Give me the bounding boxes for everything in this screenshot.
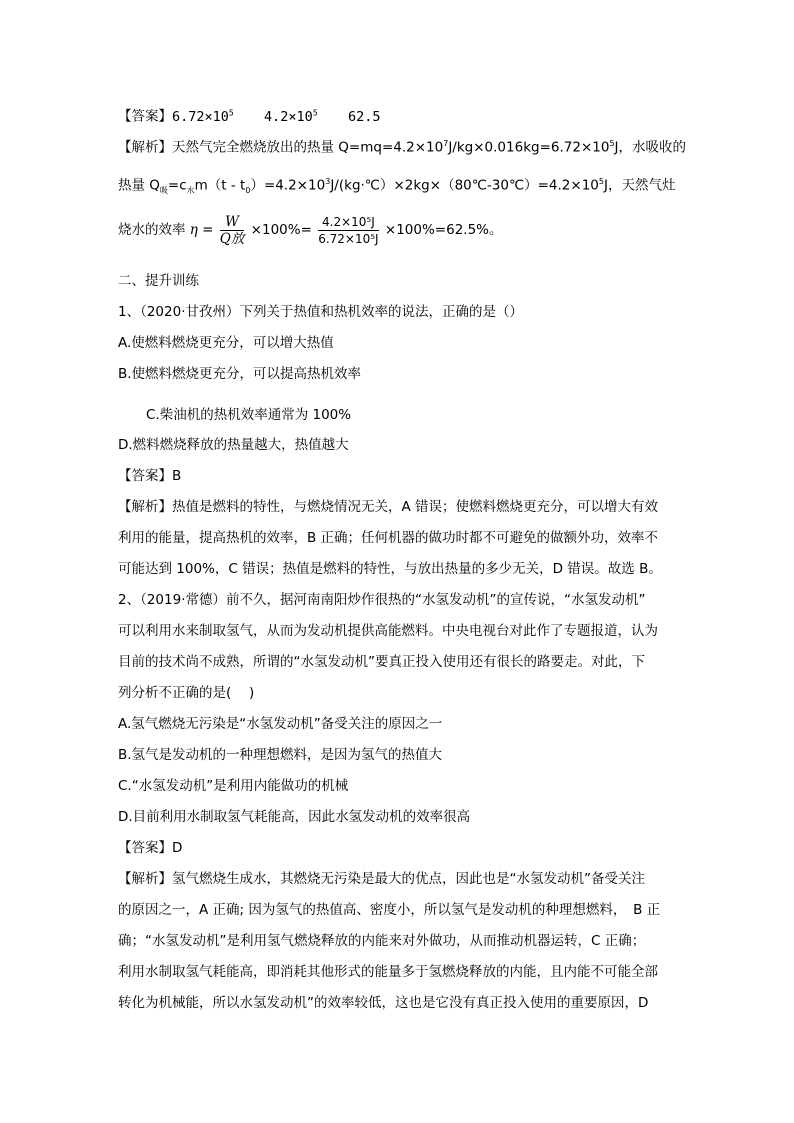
question-2-option-b: B.氢气是发动机的一种理想燃料，是因为氢气的热值大 — [118, 747, 443, 763]
question-2-analysis-line: 确；“水氢发动机”是利用氢气燃烧释放的内能来对外做功，从而推动机器运转，C 正确； — [118, 933, 646, 949]
question-1-stem: 1、（2020·甘孜州）下列关于热值和热机效率的说法，正确的是（） — [118, 304, 523, 320]
section-heading: 二、提升训练 — [118, 273, 199, 289]
question-2-stem-line: 目前的技术尚不成熟，所谓的“水氢发动机”要真正投入使用还有很长的路要走。对此，下 — [118, 654, 645, 670]
answer-value-1: $6.72\times 10^5$ — [172, 108, 234, 125]
question-1-analysis-line: 可能达到 100%，C 错误；热值是燃料的特性，与放出热量的多少无关，D 错误。故选 B。 — [118, 561, 662, 577]
question-2-analysis-line: 转化为机械能，所以水氢发动机”的效率较低，这也是它没有真正投入使用的重要原因，D — [118, 995, 649, 1011]
fraction-w-over-q: $\frac{W}{\text{Q放}}$ — [219, 213, 245, 247]
question-2-analysis-line: 利用水制取氢气耗能高，即消耗其他形式的能量多于氢燃烧释放的内能，且内能不可能全部 — [118, 964, 658, 980]
question-1-option-d: D.燃料燃烧释放的热量越大，热值越大 — [118, 437, 349, 453]
question-2-analysis-line: 【解析】氢气燃烧生成水，其燃烧无污染是最大的优点，因此也是“水氢发动机”备受关注 — [118, 871, 645, 887]
question-1-option-a: A.使燃料燃烧更充分，可以增大热值 — [118, 335, 334, 351]
question-2-analysis-line: 的原因之一，A 正确; 因为氢气的热值高、密度小，所以氢气是发动机的种理想燃料， B 正 — [118, 902, 661, 918]
question-2-stem-line: 2、（2019·常德）前不久，据河南南阳炒作很热的“水氢发动机”的宣传说，“水氢发动机” — [118, 592, 646, 608]
question-1-analysis-line: 利用的能量，提高热机的效率，B 正确；任何机器的做功时都不可避免的做额外功，效率不 — [118, 530, 659, 546]
answer-line — [118, 103, 380, 127]
analysis-line-2: 热量 $Q_吸=c_水m(t$ - $t_0)=4.2\times 10^3J/(kg\cdot℃)\times 2kg\times(80℃-30℃)=4.2\times 10^5J$，天然气灶 — [118, 177, 676, 196]
question-2-option-a: A.氢气燃烧无污染是“水氢发动机”备受关注的原因之一 — [118, 716, 443, 732]
question-2-option-d: D.目前利用水制取氢气耗能高，因此水氢发动机的效率很高 — [118, 809, 471, 825]
question-1-answer: 【答案】B — [118, 468, 182, 484]
fraction-values: $\frac{\text{4.2×10⁵J}}{\text{6.72×10⁵J}}$ — [318, 214, 379, 246]
question-2-answer: 【答案】D — [118, 840, 183, 856]
question-2-option-c: C.“水氢发动机”是利用内能做功的机械 — [118, 778, 349, 794]
answer-value-2: $4.2\times 10^5$ — [264, 108, 318, 125]
answer-value-3: 62.5 — [347, 108, 381, 125]
question-1-option-b: B.使燃料燃烧更充分，可以提高热机效率 — [118, 366, 362, 382]
question-2-stem-line: 列分析不正确的是( ) — [118, 685, 255, 701]
question-1-analysis-line: 【解析】热值是燃料的特性，与燃烧情况无关，A 错误；使燃料燃烧更充分，可以增大有效 — [118, 499, 659, 515]
analysis-line-1: 【解析】天然气完全燃烧放出的热量 $Q=mq=4.2\times 10^7J/kg\times 0.016kg=6.72\times 10^5J$，水吸收的 — [118, 139, 687, 156]
question-1-option-c: C.柴油机的热机效率通常为 100% — [146, 407, 352, 423]
analysis-label: 【解析】 — [118, 139, 172, 156]
efficiency-formula-line: 烧水的效率 η = $\frac{W}{\text{Q放}}$ ×100%= $\frac{\text{4.2×10⁵J}}{\text{6.72×10⁵J}}$ ×100%=62.5%。 — [118, 213, 503, 247]
answer-label: 【答案】 — [118, 108, 172, 125]
question-2-stem-line: 可以利用水来制取氢气，从而为发动机提供高能燃料。中央电视台对此作了专题报道，认为 — [118, 623, 658, 639]
eta-symbol: η = — [189, 222, 214, 238]
